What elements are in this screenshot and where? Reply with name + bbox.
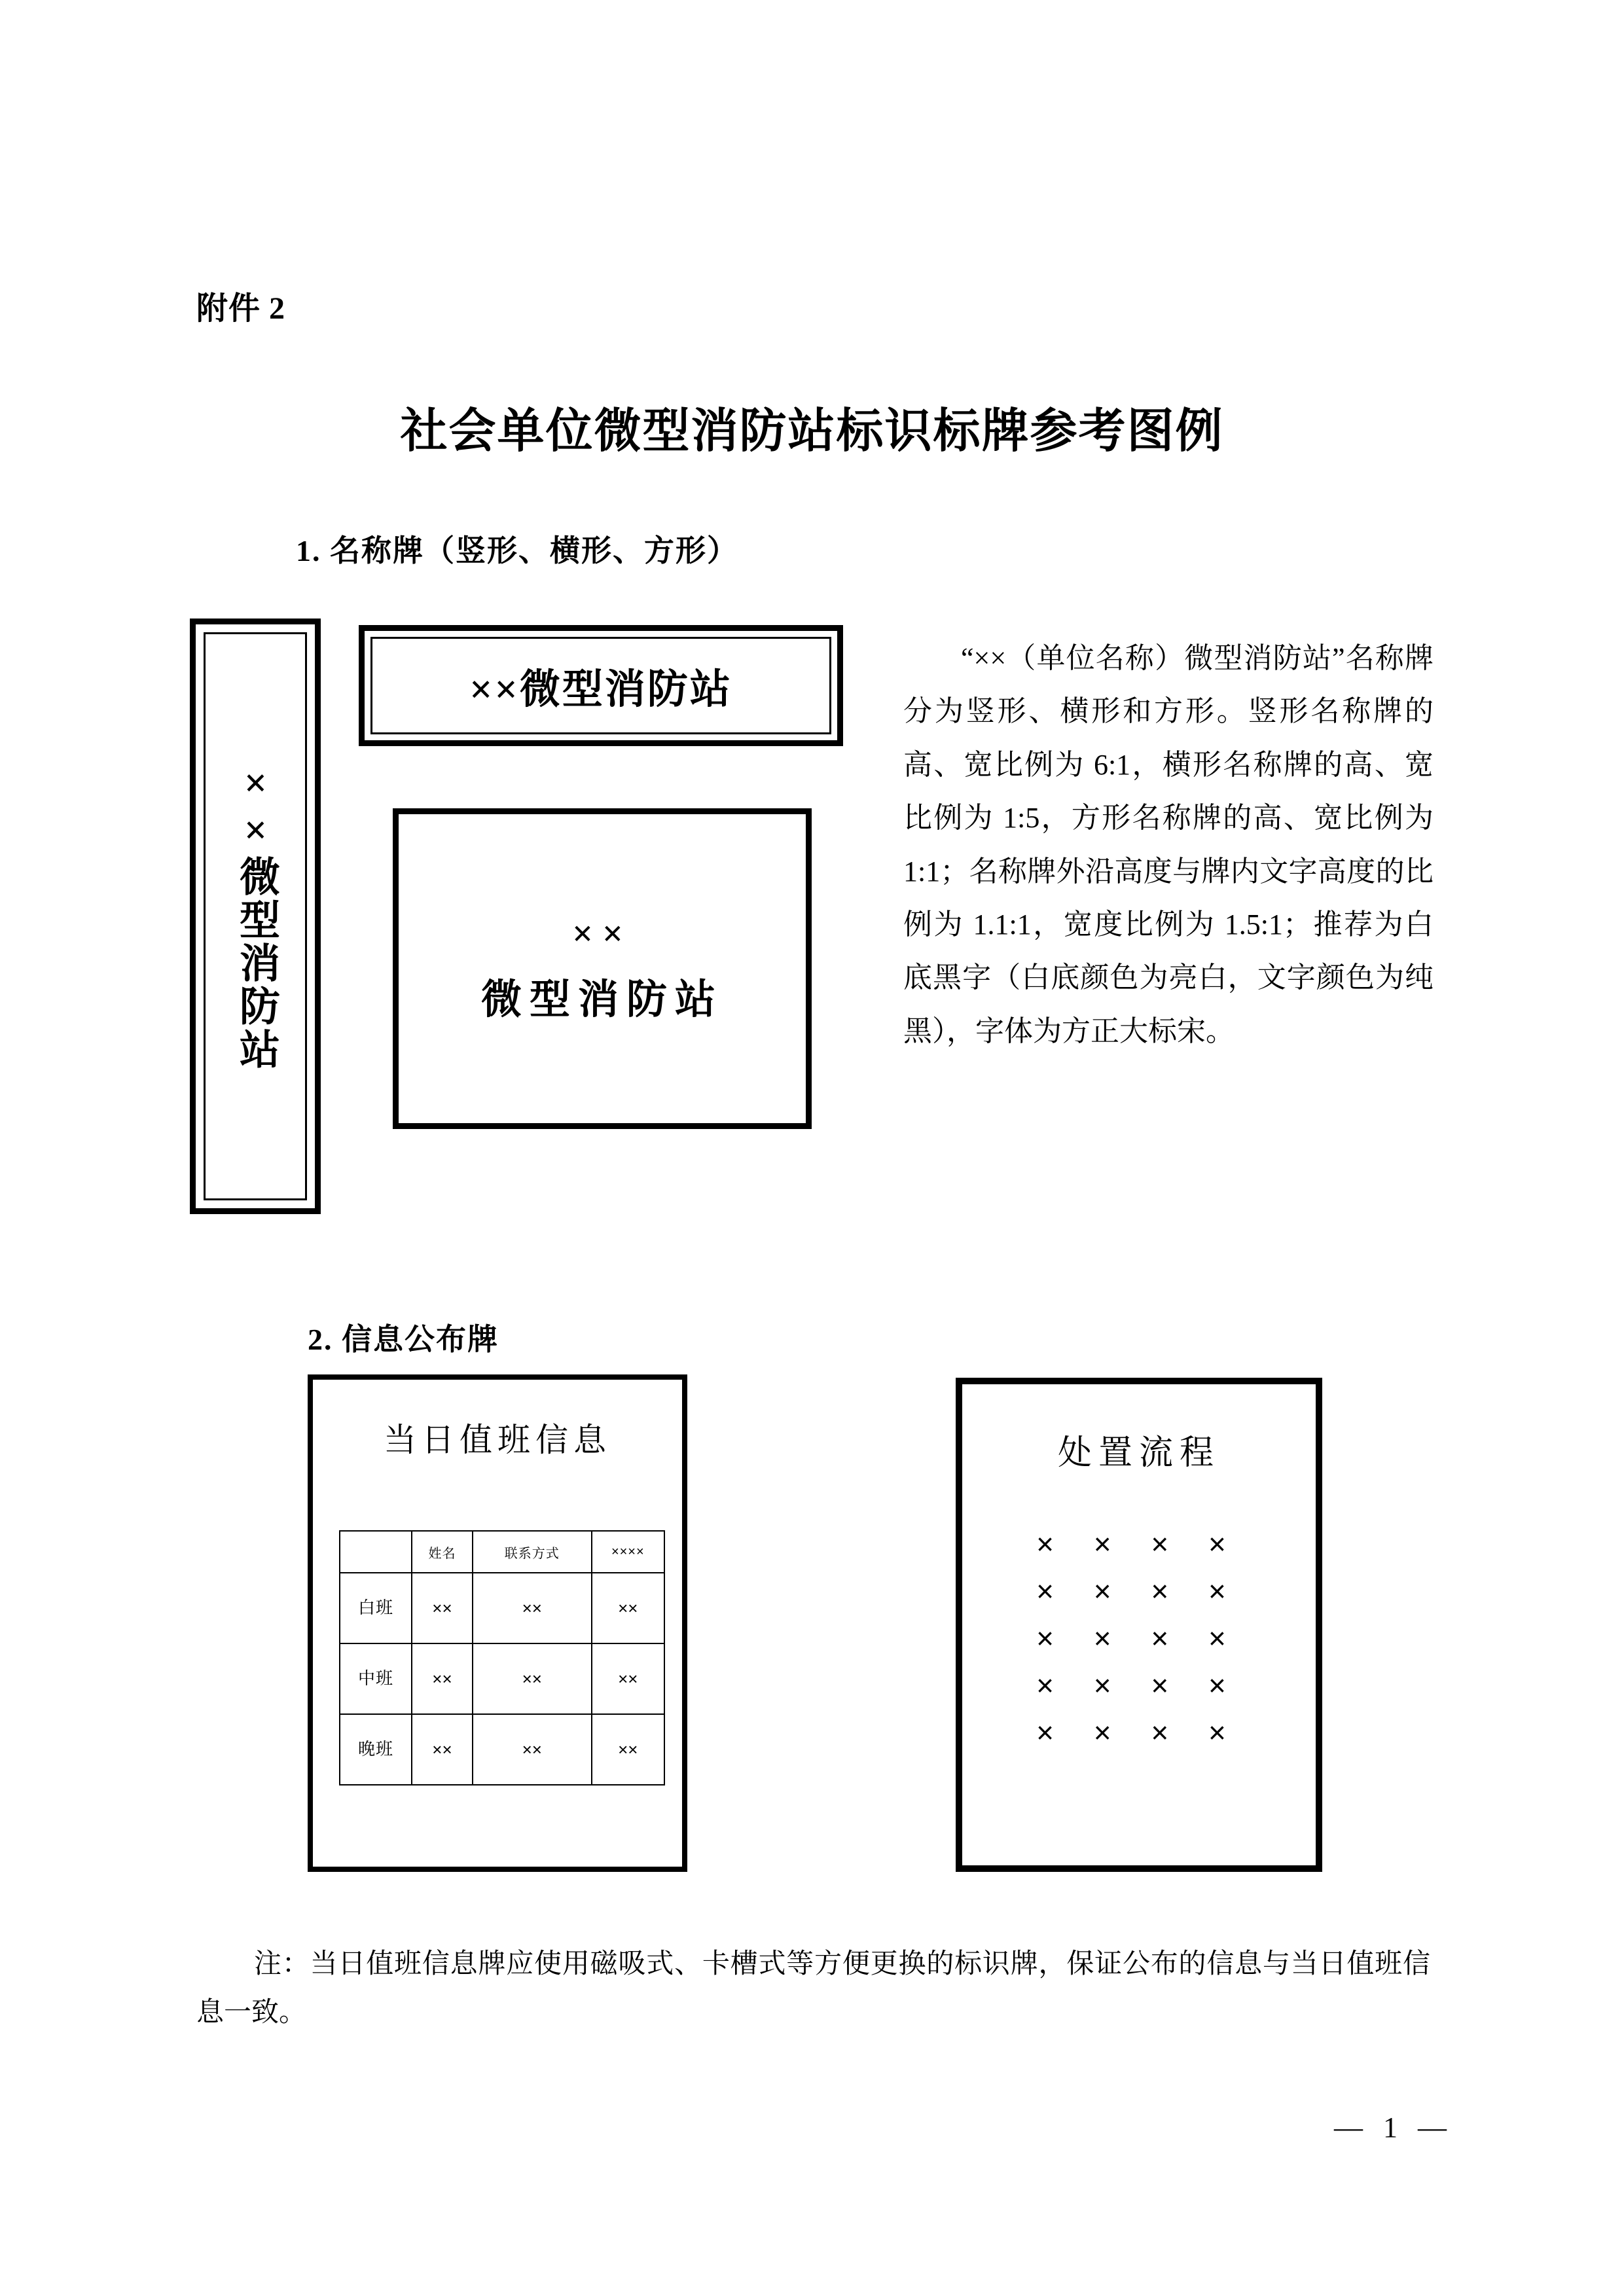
- process-flow-board-title: 处置流程: [1057, 1434, 1220, 1472]
- table-cell-other: ××: [592, 1714, 664, 1785]
- table-cell-name: ××: [412, 1643, 473, 1714]
- table-cell-other: ××: [592, 1643, 664, 1714]
- process-flow-placeholder-grid: [962, 1526, 1316, 1750]
- table-cell-contact: ××: [473, 1643, 592, 1714]
- section-heading-name-plate: 1. 名称牌（竖形、横形、方形）: [296, 534, 738, 567]
- table-header-contact: 联系方式: [473, 1531, 592, 1573]
- page-number: — 1 —: [1334, 2111, 1453, 2144]
- duty-info-table: [339, 1530, 665, 1785]
- vertical-name-plate-text: ××微型消防站: [233, 761, 278, 1071]
- square-name-plate: [393, 808, 812, 1129]
- table-row: [340, 1573, 664, 1643]
- table-cell-contact: ××: [473, 1573, 592, 1643]
- process-flow-row: × × × ×: [1036, 1668, 1242, 1702]
- duty-info-board: [308, 1374, 687, 1872]
- table-cell-shift: 白班: [340, 1573, 412, 1643]
- process-flow-row: × × × ×: [1036, 1527, 1242, 1561]
- table-cell-shift: 中班: [340, 1643, 412, 1714]
- table-cell-contact: ××: [473, 1714, 592, 1785]
- table-cell-name: ××: [412, 1714, 473, 1785]
- table-header-row: [340, 1531, 664, 1573]
- vertical-name-plate-inner-border: [204, 632, 307, 1200]
- duty-info-board-title: 当日值班信息: [384, 1422, 611, 1458]
- attachment-label: 附件 2: [196, 291, 286, 326]
- table-row: [340, 1714, 664, 1785]
- table-header-name: 姓名: [412, 1531, 473, 1573]
- horizontal-name-plate-text: ××微型消防站: [469, 668, 732, 712]
- page-title: 社会单位微型消防站标识标牌参考图例: [400, 405, 1224, 457]
- table-cell-name: ××: [412, 1573, 473, 1643]
- process-flow-row: × × × ×: [1036, 1715, 1242, 1749]
- process-flow-row: × × × ×: [1036, 1621, 1242, 1655]
- horizontal-name-plate: [359, 625, 843, 746]
- vertical-name-plate: [190, 619, 321, 1214]
- table-row: [340, 1643, 664, 1714]
- table-header-other: ××××: [592, 1531, 664, 1573]
- table-cell-other: ××: [592, 1573, 664, 1643]
- square-name-plate-line1: ××: [572, 913, 632, 954]
- process-flow-board: [956, 1378, 1322, 1872]
- section-heading-info-board: 2. 信息公布牌: [308, 1323, 499, 1356]
- table-corner-cell: [340, 1531, 412, 1573]
- footnote: 注：当日值班信息牌应使用磁吸式、卡槽式等方便更换的标识牌，保证公布的信息与当日值班信息一致。: [196, 1949, 1430, 2028]
- table-cell-shift: 晚班: [340, 1714, 412, 1785]
- name-plate-description-paragraph: “××（单位名称）微型消防站”名称牌分为竖形、横形和方形。竖形名称牌的高、宽比例为 6:1，横形名称牌的高、宽比例为 1:5，方形名称牌的高、宽比例为 1:1；名称牌外沿高度与牌内文字高度的比例为 1.1:1，宽度比例为 1.5:1；推荐为白底黑字（白底颜色为亮白，文字颜色为纯黑），字体为方正大标宋。: [903, 642, 1434, 1047]
- horizontal-name-plate-inner-border: [370, 637, 831, 734]
- square-name-plate-line2: 微型消防站: [480, 977, 723, 1022]
- process-flow-row: × × × ×: [1036, 1574, 1242, 1608]
